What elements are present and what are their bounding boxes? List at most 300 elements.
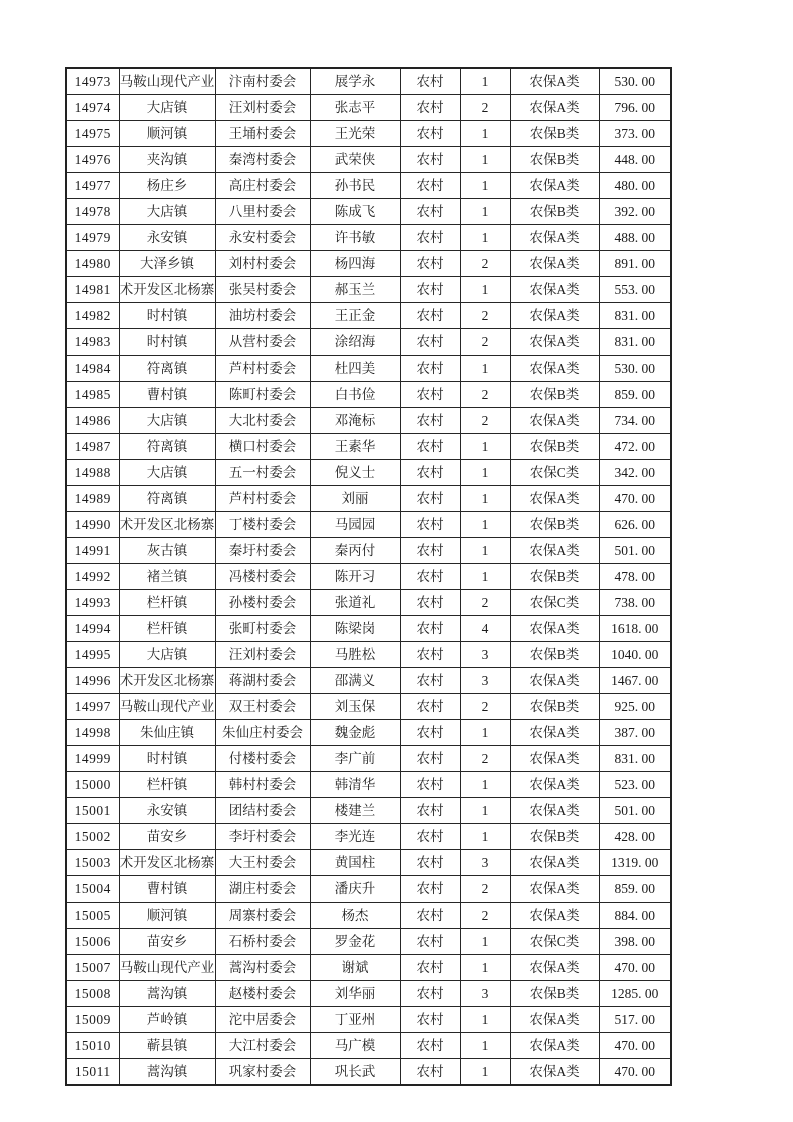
cell-person-name: 罗金花 — [310, 928, 400, 954]
cell-person-count: 1 — [460, 1032, 510, 1058]
cell-town-name: 栏杆镇 — [119, 772, 215, 798]
cell-amount: 398. 00 — [599, 928, 671, 954]
table-row — [66, 173, 671, 199]
cell-residence-type: 农村 — [400, 642, 460, 668]
cell-town-name: 曹村镇 — [119, 381, 215, 407]
cell-insurance-category: 农保A类 — [510, 485, 599, 511]
cell-insurance-category: 农保A类 — [510, 954, 599, 980]
table-row — [66, 694, 671, 720]
cell-town-name: 朱仙庄镇 — [119, 720, 215, 746]
cell-person-name: 马广模 — [310, 1032, 400, 1058]
cell-insurance-category: 农保A类 — [510, 303, 599, 329]
cell-residence-type: 农村 — [400, 537, 460, 563]
cell-person-count: 3 — [460, 980, 510, 1006]
cell-amount: 530. 00 — [599, 355, 671, 381]
cell-residence-type: 农村 — [400, 772, 460, 798]
cell-person-name: 杨杰 — [310, 902, 400, 928]
cell-town-name: 马鞍山现代产业 — [119, 68, 215, 95]
cell-record-id: 14989 — [66, 485, 119, 511]
cell-insurance-category: 农保A类 — [510, 355, 599, 381]
table-row — [66, 902, 671, 928]
cell-insurance-category: 农保A类 — [510, 329, 599, 355]
cell-person-count: 1 — [460, 147, 510, 173]
cell-record-id: 14984 — [66, 355, 119, 381]
cell-record-id: 14997 — [66, 694, 119, 720]
cell-person-count: 1 — [460, 563, 510, 589]
cell-village-committee: 刘村村委会 — [215, 251, 310, 277]
cell-person-count: 2 — [460, 746, 510, 772]
table-row — [66, 303, 671, 329]
table-row — [66, 954, 671, 980]
cell-person-count: 2 — [460, 694, 510, 720]
cell-residence-type: 农村 — [400, 1032, 460, 1058]
cell-person-count: 4 — [460, 615, 510, 641]
cell-record-id: 14987 — [66, 433, 119, 459]
cell-person-count: 3 — [460, 850, 510, 876]
cell-town-name: 永安镇 — [119, 798, 215, 824]
cell-village-committee: 永安村委会 — [215, 225, 310, 251]
cell-residence-type: 农村 — [400, 355, 460, 381]
cell-insurance-category: 农保A类 — [510, 720, 599, 746]
cell-person-count: 1 — [460, 277, 510, 303]
cell-town-name: 术开发区北杨寨 — [119, 850, 215, 876]
cell-record-id: 14993 — [66, 589, 119, 615]
table-row — [66, 407, 671, 433]
table-row — [66, 121, 671, 147]
cell-record-id: 14978 — [66, 199, 119, 225]
cell-insurance-category: 农保B类 — [510, 694, 599, 720]
cell-person-name: 魏金彪 — [310, 720, 400, 746]
cell-amount: 472. 00 — [599, 433, 671, 459]
cell-record-id: 15004 — [66, 876, 119, 902]
cell-person-count: 1 — [460, 798, 510, 824]
table-row — [66, 381, 671, 407]
cell-town-name: 夹沟镇 — [119, 147, 215, 173]
table-row — [66, 251, 671, 277]
cell-residence-type: 农村 — [400, 459, 460, 485]
cell-town-name: 苗安乡 — [119, 928, 215, 954]
cell-person-name: 李广前 — [310, 746, 400, 772]
cell-person-count: 1 — [460, 954, 510, 980]
cell-town-name: 杨庄乡 — [119, 173, 215, 199]
table-row — [66, 433, 671, 459]
cell-village-committee: 从营村委会 — [215, 329, 310, 355]
cell-amount: 470. 00 — [599, 1058, 671, 1085]
cell-person-name: 刘丽 — [310, 485, 400, 511]
cell-person-count: 2 — [460, 303, 510, 329]
cell-person-name: 杨四海 — [310, 251, 400, 277]
cell-person-name: 刘华丽 — [310, 980, 400, 1006]
cell-village-committee: 周寨村委会 — [215, 902, 310, 928]
cell-town-name: 蕲县镇 — [119, 1032, 215, 1058]
cell-amount: 859. 00 — [599, 381, 671, 407]
cell-insurance-category: 农保A类 — [510, 772, 599, 798]
cell-record-id: 15000 — [66, 772, 119, 798]
cell-residence-type: 农村 — [400, 433, 460, 459]
cell-insurance-category: 农保A类 — [510, 798, 599, 824]
cell-person-count: 1 — [460, 433, 510, 459]
cell-person-name: 王光荣 — [310, 121, 400, 147]
cell-residence-type: 农村 — [400, 173, 460, 199]
cell-record-id: 14994 — [66, 615, 119, 641]
cell-town-name: 马鞍山现代产业 — [119, 954, 215, 980]
cell-village-committee: 蒋湖村委会 — [215, 668, 310, 694]
cell-village-committee: 汴南村委会 — [215, 68, 310, 95]
cell-residence-type: 农村 — [400, 563, 460, 589]
cell-record-id: 14990 — [66, 511, 119, 537]
cell-record-id: 15006 — [66, 928, 119, 954]
cell-village-committee: 蒿沟村委会 — [215, 954, 310, 980]
cell-amount: 891. 00 — [599, 251, 671, 277]
cell-amount: 884. 00 — [599, 902, 671, 928]
cell-town-name: 时村镇 — [119, 303, 215, 329]
cell-person-count: 1 — [460, 537, 510, 563]
cell-person-name: 黄国柱 — [310, 850, 400, 876]
cell-person-count: 2 — [460, 329, 510, 355]
cell-residence-type: 农村 — [400, 68, 460, 95]
cell-residence-type: 农村 — [400, 485, 460, 511]
cell-person-count: 2 — [460, 902, 510, 928]
cell-insurance-category: 农保A类 — [510, 876, 599, 902]
table-row — [66, 876, 671, 902]
cell-record-id: 14973 — [66, 68, 119, 95]
cell-town-name: 栏杆镇 — [119, 615, 215, 641]
cell-residence-type: 农村 — [400, 1058, 460, 1085]
cell-insurance-category: 农保B类 — [510, 381, 599, 407]
cell-record-id: 15005 — [66, 902, 119, 928]
cell-person-name: 马园园 — [310, 511, 400, 537]
cell-record-id: 15003 — [66, 850, 119, 876]
cell-village-committee: 横口村委会 — [215, 433, 310, 459]
cell-amount: 1040. 00 — [599, 642, 671, 668]
table-row — [66, 824, 671, 850]
cell-town-name: 大店镇 — [119, 199, 215, 225]
table-row — [66, 615, 671, 641]
cell-insurance-category: 农保A类 — [510, 277, 599, 303]
cell-insurance-category: 农保A类 — [510, 173, 599, 199]
cell-person-count: 1 — [460, 720, 510, 746]
cell-insurance-category: 农保A类 — [510, 615, 599, 641]
cell-residence-type: 农村 — [400, 720, 460, 746]
cell-record-id: 14986 — [66, 407, 119, 433]
cell-person-name: 陈梁岗 — [310, 615, 400, 641]
cell-insurance-category: 农保C类 — [510, 928, 599, 954]
cell-town-name: 时村镇 — [119, 746, 215, 772]
cell-insurance-category: 农保C类 — [510, 459, 599, 485]
cell-insurance-category: 农保B类 — [510, 824, 599, 850]
cell-residence-type: 农村 — [400, 407, 460, 433]
cell-insurance-category: 农保A类 — [510, 251, 599, 277]
cell-insurance-category: 农保B类 — [510, 121, 599, 147]
cell-amount: 501. 00 — [599, 798, 671, 824]
table-row — [66, 355, 671, 381]
cell-amount: 553. 00 — [599, 277, 671, 303]
cell-amount: 480. 00 — [599, 173, 671, 199]
cell-town-name: 大店镇 — [119, 642, 215, 668]
cell-town-name: 术开发区北杨寨 — [119, 511, 215, 537]
cell-person-count: 1 — [460, 173, 510, 199]
cell-village-committee: 大北村委会 — [215, 407, 310, 433]
cell-residence-type: 农村 — [400, 225, 460, 251]
cell-village-committee: 团结村委会 — [215, 798, 310, 824]
cell-residence-type: 农村 — [400, 876, 460, 902]
table-row — [66, 850, 671, 876]
cell-amount: 470. 00 — [599, 1032, 671, 1058]
cell-person-count: 1 — [460, 225, 510, 251]
cell-amount: 342. 00 — [599, 459, 671, 485]
cell-person-name: 展学永 — [310, 68, 400, 95]
table-row — [66, 459, 671, 485]
cell-person-count: 1 — [460, 1006, 510, 1032]
cell-person-name: 邓淹标 — [310, 407, 400, 433]
cell-person-name: 李光连 — [310, 824, 400, 850]
cell-residence-type: 农村 — [400, 694, 460, 720]
cell-village-committee: 高庄村委会 — [215, 173, 310, 199]
cell-insurance-category: 农保B类 — [510, 980, 599, 1006]
cell-residence-type: 农村 — [400, 1006, 460, 1032]
table-row — [66, 980, 671, 1006]
cell-person-name: 巩长武 — [310, 1058, 400, 1085]
cell-person-count: 2 — [460, 381, 510, 407]
cell-village-committee: 冯楼村委会 — [215, 563, 310, 589]
cell-record-id: 14975 — [66, 121, 119, 147]
cell-person-name: 倪义士 — [310, 459, 400, 485]
cell-village-committee: 李圩村委会 — [215, 824, 310, 850]
cell-person-name: 王素华 — [310, 433, 400, 459]
cell-insurance-category: 农保B类 — [510, 642, 599, 668]
cell-person-count: 2 — [460, 95, 510, 121]
cell-residence-type: 农村 — [400, 381, 460, 407]
cell-record-id: 14996 — [66, 668, 119, 694]
cell-town-name: 曹村镇 — [119, 876, 215, 902]
cell-town-name: 蒿沟镇 — [119, 1058, 215, 1085]
table-row — [66, 68, 671, 95]
cell-town-name: 永安镇 — [119, 225, 215, 251]
cell-person-count: 1 — [460, 1058, 510, 1085]
table-row — [66, 147, 671, 173]
cell-record-id: 14977 — [66, 173, 119, 199]
cell-village-committee: 大王村委会 — [215, 850, 310, 876]
cell-residence-type: 农村 — [400, 980, 460, 1006]
cell-town-name: 大店镇 — [119, 407, 215, 433]
cell-insurance-category: 农保A类 — [510, 850, 599, 876]
cell-town-name: 大店镇 — [119, 459, 215, 485]
cell-residence-type: 农村 — [400, 798, 460, 824]
cell-amount: 523. 00 — [599, 772, 671, 798]
cell-amount: 626. 00 — [599, 511, 671, 537]
cell-insurance-category: 农保A类 — [510, 537, 599, 563]
cell-record-id: 14985 — [66, 381, 119, 407]
records-table — [65, 67, 672, 1086]
cell-residence-type: 农村 — [400, 303, 460, 329]
cell-town-name: 栏杆镇 — [119, 589, 215, 615]
cell-village-committee: 秦湾村委会 — [215, 147, 310, 173]
cell-village-committee: 秦圩村委会 — [215, 537, 310, 563]
cell-insurance-category: 农保A类 — [510, 1006, 599, 1032]
cell-amount: 831. 00 — [599, 303, 671, 329]
cell-person-count: 2 — [460, 589, 510, 615]
cell-record-id: 14992 — [66, 563, 119, 589]
cell-town-name: 符离镇 — [119, 485, 215, 511]
cell-insurance-category: 农保A类 — [510, 407, 599, 433]
cell-village-committee: 付楼村委会 — [215, 746, 310, 772]
cell-record-id: 14998 — [66, 720, 119, 746]
cell-village-committee: 张吴村委会 — [215, 277, 310, 303]
table-row — [66, 928, 671, 954]
cell-record-id: 15002 — [66, 824, 119, 850]
cell-residence-type: 农村 — [400, 850, 460, 876]
cell-person-count: 1 — [460, 68, 510, 95]
cell-town-name: 马鞍山现代产业 — [119, 694, 215, 720]
cell-village-committee: 双王村委会 — [215, 694, 310, 720]
cell-village-committee: 陈町村委会 — [215, 381, 310, 407]
table-row — [66, 329, 671, 355]
cell-village-committee: 五一村委会 — [215, 459, 310, 485]
cell-person-count: 3 — [460, 642, 510, 668]
cell-amount: 925. 00 — [599, 694, 671, 720]
cell-village-committee: 油坊村委会 — [215, 303, 310, 329]
cell-residence-type: 农村 — [400, 902, 460, 928]
cell-record-id: 14979 — [66, 225, 119, 251]
cell-amount: 734. 00 — [599, 407, 671, 433]
cell-amount: 478. 00 — [599, 563, 671, 589]
cell-record-id: 15007 — [66, 954, 119, 980]
table-row — [66, 798, 671, 824]
cell-village-committee: 汪刘村委会 — [215, 95, 310, 121]
cell-person-name: 潘庆升 — [310, 876, 400, 902]
cell-amount: 392. 00 — [599, 199, 671, 225]
cell-person-count: 1 — [460, 355, 510, 381]
cell-person-count: 1 — [460, 511, 510, 537]
cell-record-id: 14983 — [66, 329, 119, 355]
cell-person-name: 涂绍海 — [310, 329, 400, 355]
cell-record-id: 14976 — [66, 147, 119, 173]
cell-residence-type: 农村 — [400, 199, 460, 225]
cell-village-committee: 大江村委会 — [215, 1032, 310, 1058]
table-row — [66, 485, 671, 511]
cell-residence-type: 农村 — [400, 147, 460, 173]
cell-town-name: 蒿沟镇 — [119, 980, 215, 1006]
cell-insurance-category: 农保A类 — [510, 902, 599, 928]
cell-record-id: 15011 — [66, 1058, 119, 1085]
cell-person-name: 丁亚州 — [310, 1006, 400, 1032]
table-row — [66, 537, 671, 563]
cell-person-name: 谢斌 — [310, 954, 400, 980]
cell-residence-type: 农村 — [400, 277, 460, 303]
cell-town-name: 顺河镇 — [119, 902, 215, 928]
cell-town-name: 术开发区北杨寨 — [119, 277, 215, 303]
table-row — [66, 511, 671, 537]
cell-town-name: 芦岭镇 — [119, 1006, 215, 1032]
cell-residence-type: 农村 — [400, 746, 460, 772]
cell-amount: 1618. 00 — [599, 615, 671, 641]
cell-town-name: 灰古镇 — [119, 537, 215, 563]
cell-person-name: 郝玉兰 — [310, 277, 400, 303]
cell-insurance-category: 农保B类 — [510, 433, 599, 459]
table-row — [66, 95, 671, 121]
cell-insurance-category: 农保C类 — [510, 589, 599, 615]
cell-insurance-category: 农保B类 — [510, 511, 599, 537]
cell-village-committee: 石桥村委会 — [215, 928, 310, 954]
cell-insurance-category: 农保A类 — [510, 95, 599, 121]
cell-insurance-category: 农保A类 — [510, 1058, 599, 1085]
cell-amount: 470. 00 — [599, 954, 671, 980]
cell-village-committee: 汪刘村委会 — [215, 642, 310, 668]
cell-person-name: 张道礼 — [310, 589, 400, 615]
cell-amount: 387. 00 — [599, 720, 671, 746]
cell-residence-type: 农村 — [400, 668, 460, 694]
cell-amount: 530. 00 — [599, 68, 671, 95]
table-row — [66, 1006, 671, 1032]
cell-residence-type: 农村 — [400, 928, 460, 954]
cell-person-name: 孙书民 — [310, 173, 400, 199]
cell-person-name: 刘玉保 — [310, 694, 400, 720]
cell-village-committee: 八里村委会 — [215, 199, 310, 225]
cell-insurance-category: 农保A类 — [510, 225, 599, 251]
cell-person-name: 杜四美 — [310, 355, 400, 381]
cell-record-id: 14988 — [66, 459, 119, 485]
cell-amount: 470. 00 — [599, 485, 671, 511]
cell-residence-type: 农村 — [400, 824, 460, 850]
cell-village-committee: 沱中居委会 — [215, 1006, 310, 1032]
cell-residence-type: 农村 — [400, 615, 460, 641]
cell-insurance-category: 农保A类 — [510, 668, 599, 694]
cell-village-committee: 丁楼村委会 — [215, 511, 310, 537]
cell-village-committee: 张町村委会 — [215, 615, 310, 641]
cell-village-committee: 韩村村委会 — [215, 772, 310, 798]
cell-village-committee: 王埇村委会 — [215, 121, 310, 147]
cell-insurance-category: 农保B类 — [510, 147, 599, 173]
cell-town-name: 苗安乡 — [119, 824, 215, 850]
cell-town-name: 大店镇 — [119, 95, 215, 121]
cell-person-name: 楼建兰 — [310, 798, 400, 824]
cell-amount: 501. 00 — [599, 537, 671, 563]
table-row — [66, 225, 671, 251]
table-body — [66, 68, 671, 1085]
cell-amount: 1319. 00 — [599, 850, 671, 876]
cell-person-count: 1 — [460, 772, 510, 798]
cell-record-id: 14982 — [66, 303, 119, 329]
cell-residence-type: 农村 — [400, 954, 460, 980]
cell-amount: 1285. 00 — [599, 980, 671, 1006]
cell-town-name: 符离镇 — [119, 433, 215, 459]
table-row — [66, 668, 671, 694]
cell-insurance-category: 农保A类 — [510, 746, 599, 772]
cell-town-name: 符离镇 — [119, 355, 215, 381]
cell-record-id: 15001 — [66, 798, 119, 824]
cell-town-name: 术开发区北杨寨 — [119, 668, 215, 694]
cell-amount: 448. 00 — [599, 147, 671, 173]
table-row — [66, 563, 671, 589]
cell-person-count: 1 — [460, 485, 510, 511]
cell-record-id: 14980 — [66, 251, 119, 277]
table-row — [66, 1032, 671, 1058]
cell-amount: 831. 00 — [599, 329, 671, 355]
cell-person-count: 1 — [460, 824, 510, 850]
cell-person-name: 白书俭 — [310, 381, 400, 407]
cell-village-committee: 朱仙庄村委会 — [215, 720, 310, 746]
cell-insurance-category: 农保A类 — [510, 68, 599, 95]
cell-person-name: 许书敏 — [310, 225, 400, 251]
cell-person-count: 1 — [460, 928, 510, 954]
cell-person-name: 韩清华 — [310, 772, 400, 798]
table-row — [66, 199, 671, 225]
table-row — [66, 772, 671, 798]
cell-record-id: 14995 — [66, 642, 119, 668]
cell-person-name: 王正金 — [310, 303, 400, 329]
cell-village-committee: 芦村村委会 — [215, 485, 310, 511]
cell-amount: 796. 00 — [599, 95, 671, 121]
